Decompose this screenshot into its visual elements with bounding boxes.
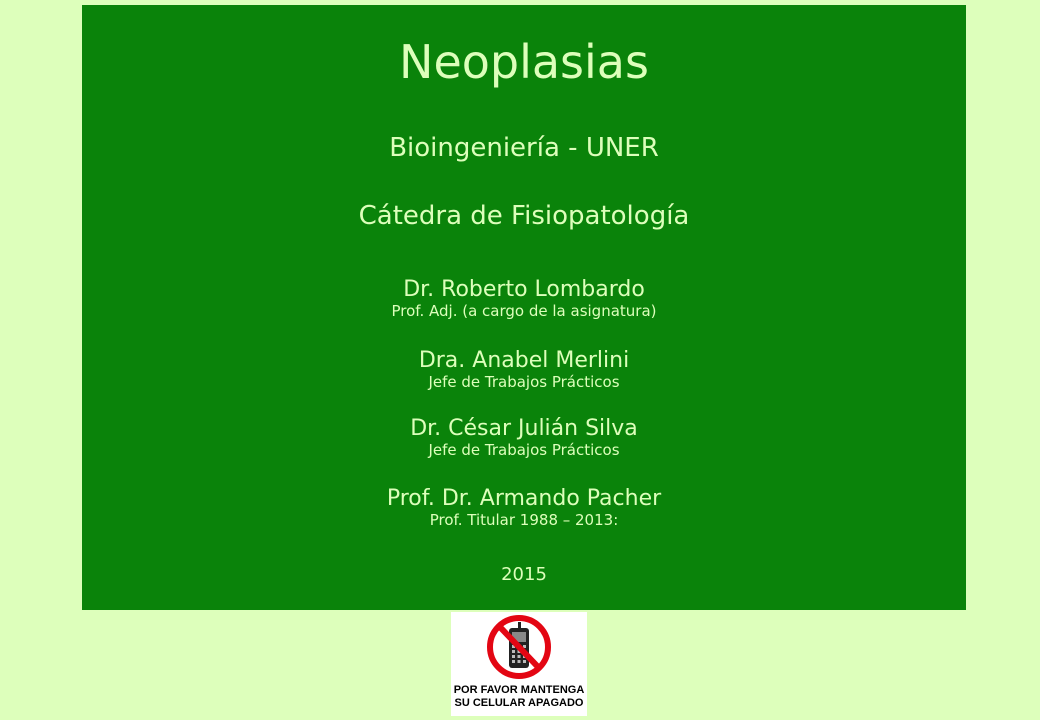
person-role: Jefe de Trabajos Prácticos xyxy=(428,441,620,460)
subtitle-chair: Cátedra de Fisiopatología xyxy=(358,201,690,231)
person-name: Prof. Dr. Armando Pacher xyxy=(386,486,662,511)
person-name: Dr. César Julián Silva xyxy=(410,416,638,441)
subtitle-program: Bioingeniería - UNER xyxy=(389,133,659,163)
slide-title: Neoplasias xyxy=(399,35,649,89)
person-block xyxy=(82,348,966,391)
no-phone-icon xyxy=(483,614,555,684)
person-role: Jefe de Trabajos Prácticos xyxy=(428,373,620,392)
person-role: Prof. Adj. (a cargo de la asignatura) xyxy=(391,302,657,321)
phone-antenna xyxy=(518,622,521,630)
person-block xyxy=(82,486,966,529)
person-role: Prof. Titular 1988 – 2013: xyxy=(429,511,619,530)
sign-text: POR FAVOR MANTENGA SU CELULAR APAGADO xyxy=(453,684,585,709)
title-slide xyxy=(82,5,966,610)
no-phone-sign xyxy=(451,612,587,716)
person-block xyxy=(82,277,966,320)
slide-year: 2015 xyxy=(501,564,547,585)
person-block xyxy=(82,416,966,459)
person-name: Dra. Anabel Merlini xyxy=(418,348,630,373)
person-name: Dr. Roberto Lombardo xyxy=(403,277,645,302)
